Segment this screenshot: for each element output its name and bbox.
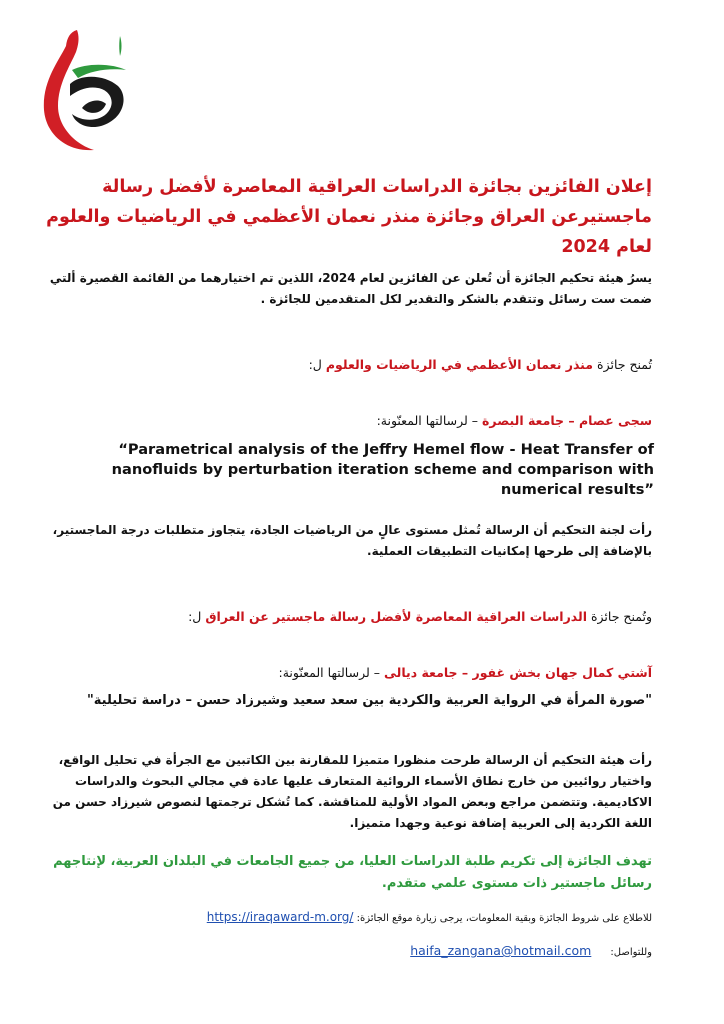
award2-committee-text: رأت هيئة التحكيم أن الرسالة طرحت منظورا متميزا للمقارنة بين الكاتبين مع الجرأة في تحليل الواقع، واختيار روائيين من خارج نطاق الأسماء الروائية المتعارف عليها عادة في مجالي البحوث والدراسات الاكاديمية. وتتضمن مراجع وبعض المواد الأولية للمناقشة. كما تُشكل ترجمتها لنصوص شيرزاد حسن من اللغة الكردية إلى العربية إضافة نوعية وجهدا متميزا. (52, 753, 652, 830)
footer-info-text: للاطلاع على شروط الجائزة وبقية المعلومات، يرجى زيارة موقع الجائزة: (356, 913, 652, 924)
award2-thesis-title: "صورة المرأة في الرواية العربية والكردية بين سعد سعيد وشيرزاد حسن – دراسة تحليلية" (86, 693, 652, 708)
award1-name: منذر نعمان الأعظمي في الرياضيات والعلوم (325, 357, 594, 372)
award2-winner: آشتي كمال جهان بخش غفور – جامعة ديالى (383, 665, 652, 680)
award1-winner: سجى عصام – جامعة البصرة (482, 413, 652, 428)
award-goal-text: تهدف الجائزة إلى تكريم طلبة الدراسات العليا، من جميع الجامعات في البلدان العربية، لإنتاجهم رسائل ماجستير ذات مستوى علمي متقدم. (53, 854, 652, 891)
award1-thesis-title: “Parametrical analysis of the Jeffry Hemel flow - Heat Transfer of nanofluids by perturbation iteration scheme and comparison with numerical results” (111, 441, 654, 498)
award1-prefix: تُمنح جائزة (597, 357, 652, 372)
award2-prefix: وتُمنح جائزة (590, 609, 652, 624)
award1-committee-text: رأت لجنة التحكيم أن الرسالة تُمثل مستوى عالٍ من الرياضيات الجادة، يتجاوز متطلبات درجة الماجستير، بالإضافة إلى طرحها إمكانيات التطبيقات العملية. (52, 523, 652, 558)
intro-paragraph: يسرُ هيئة تحكيم الجائزة أن تُعلن عن الفائزين لعام 2024، اللذين تم اختيارهما من القائمة القصيرة ألتي ضمت ست رسائل وتتقدم بالشكر والتقدير لكل المتقدمين للجائزة . (49, 271, 652, 306)
award1-suffix: ل: (308, 357, 322, 372)
award2-thesis-label: – لرسالتها المعنّونة: (278, 665, 380, 680)
footer-info-line (40, 910, 652, 926)
award-logo (22, 22, 142, 157)
award2-heading (40, 606, 652, 627)
award1-winner-line (40, 410, 652, 431)
email-link[interactable]: haifa_zangana@hotmail.com (410, 943, 592, 958)
award1-heading (40, 354, 652, 375)
footer-contact-text: وللتواصل: (610, 947, 652, 958)
award2-winner-line (40, 662, 652, 683)
website-link[interactable]: https://iraqaward-m.org/ (206, 910, 354, 924)
footer-contact-line (40, 944, 652, 960)
award2-suffix: ل: (188, 609, 202, 624)
page-title: إعلان الفائزين بجائزة الدراسات العراقية المعاصرة لأفضل رسالة ماجستيرعن العراق وجائزة منذر نعمان الأعظمي في الرياضيات والعلوم لعام 2024 (46, 177, 652, 257)
award2-name: الدراسات العراقية المعاصرة لأفضل رسالة ماجستير عن العراق (205, 609, 587, 624)
award1-thesis-label: – لرسالتها المعنّونة: (376, 413, 479, 428)
